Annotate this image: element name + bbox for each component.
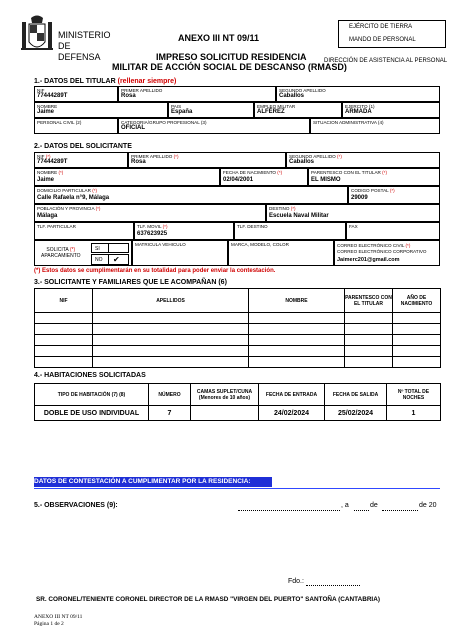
- required-mark: (*): [69, 247, 76, 253]
- directorate-name: DIRECCIÓN DE ASISTENCIA AL PERSONAL: [324, 58, 448, 64]
- command-line: EJÉRCITO DE TIERRA: [349, 24, 413, 30]
- field-value: 77444289T: [37, 93, 68, 99]
- nights-cell[interactable]: 1: [387, 406, 441, 421]
- field-value: España: [171, 109, 193, 115]
- field-label-text: PRIMER APELLIDO: [131, 154, 173, 159]
- family-table: [34, 288, 441, 368]
- section-solicitante-heading: 2.- DATOS DEL SOLICITANTE: [34, 143, 132, 150]
- field-label-text: PARENTESCO CON EL TITULAR: [311, 170, 381, 175]
- field-label: NOMBRE: [37, 104, 58, 109]
- solicitante-poblacion[interactable]: [34, 204, 266, 222]
- solicitante-fecha-nac[interactable]: [220, 168, 308, 186]
- command-box: [338, 20, 446, 48]
- section-heading-note: (rellenar siempre): [117, 78, 177, 85]
- titular-apellido1: [118, 86, 276, 102]
- titular-categoria: [118, 118, 310, 134]
- field-label-text: SITUACION ADMINISTRATIVA: [313, 120, 377, 125]
- email-field[interactable]: [334, 240, 440, 266]
- column-header: PARENTESCO CON EL TITULAR: [345, 289, 393, 313]
- table-cell[interactable]: [35, 324, 93, 335]
- room-type-cell[interactable]: DOBLE DE USO INDIVIDUAL: [35, 406, 149, 421]
- table-row[interactable]: [35, 346, 441, 357]
- field-value: ALFÉREZ: [257, 109, 285, 115]
- date-month-field[interactable]: [382, 510, 418, 512]
- table-cell[interactable]: [393, 313, 441, 324]
- field-value: Rosa: [131, 159, 146, 165]
- rooms-table: [34, 383, 441, 421]
- table-cell[interactable]: [345, 324, 393, 335]
- required-mark: (*): [58, 170, 64, 175]
- required-mark: (*): [382, 170, 387, 175]
- table-cell[interactable]: [93, 346, 249, 357]
- solicitante-tlf-movil[interactable]: [134, 222, 234, 240]
- page-footer: [34, 614, 82, 628]
- column-header: FECHA DE ENTRADA: [259, 384, 325, 406]
- form-title-line2: MILITAR DE ACCIÓN SOCIAL DE DESCANSO (RMASD): [112, 62, 347, 72]
- field-value: Málaga: [37, 213, 58, 219]
- table-cell[interactable]: [93, 357, 249, 368]
- field-label: SEGUNDO APELLIDO: [279, 88, 326, 93]
- table-cell[interactable]: [345, 357, 393, 368]
- required-mark: (*): [92, 188, 98, 193]
- solicitante-parentesco[interactable]: [308, 168, 440, 186]
- required-mark: (*): [95, 206, 101, 211]
- required-mark: (*): [162, 224, 168, 229]
- required-mark: (*): [277, 170, 283, 175]
- parking-no-option[interactable]: [91, 254, 129, 265]
- table-cell[interactable]: [345, 346, 393, 357]
- table-cell[interactable]: [393, 346, 441, 357]
- email-value: Jaimerc201@gmail.com: [337, 257, 400, 263]
- titular-apellido2: [276, 86, 440, 102]
- field-label: MATRICULA VEHICULO: [135, 242, 186, 247]
- solicitante-tlf-destino[interactable]: [234, 222, 346, 240]
- field-label: [37, 170, 63, 175]
- field-value: Jaime: [37, 109, 55, 115]
- required-mark: (*): [405, 243, 411, 248]
- required-mark: (*): [389, 188, 395, 193]
- field-label-text: DOMICILIO PARTICULAR: [37, 188, 91, 193]
- field-value: Escuela Naval Militar: [269, 213, 329, 219]
- required-mark: (*): [290, 206, 296, 211]
- field-label: NIF: [37, 88, 45, 93]
- extra-beds-cell[interactable]: [191, 406, 259, 421]
- solicitante-nombre[interactable]: [34, 168, 220, 186]
- required-mark: (*): [173, 154, 179, 159]
- titular-personal-civil: [34, 118, 118, 134]
- field-value: 77444289T: [37, 159, 68, 165]
- table-cell[interactable]: [93, 324, 249, 335]
- email-label-2: CORREO ELECTRÓNICO CORPORATIVO: [337, 249, 427, 254]
- titular-ejercito: [342, 102, 440, 118]
- table-cell[interactable]: [93, 313, 249, 324]
- check-icon: ✔: [113, 255, 120, 264]
- section-familiares-heading: 3.- SOLICITANTE Y FAMILIARES QUE LE ACOMPAÑAN (6): [34, 279, 227, 286]
- table-cell[interactable]: [249, 346, 345, 357]
- column-header: AÑO DE NACIMIENTO: [393, 289, 441, 313]
- field-value: Caballos: [279, 93, 305, 99]
- table-cell[interactable]: [345, 313, 393, 324]
- table-cell[interactable]: [35, 346, 93, 357]
- field-label-text: SEGUNDO APELLIDO: [289, 154, 336, 159]
- coat-of-arms-logo: [20, 14, 54, 56]
- field-label: [37, 120, 81, 125]
- solicitante-tlf-particular[interactable]: [34, 222, 134, 240]
- no-checkbox[interactable]: [108, 255, 109, 265]
- footer-page: Página 1 de 2: [34, 621, 64, 627]
- ministry-name: [58, 30, 111, 63]
- date-day-field[interactable]: [354, 510, 369, 512]
- table-cell[interactable]: [35, 357, 93, 368]
- response-rule: [34, 488, 440, 489]
- parking-label-line1: SOLICITA: [46, 247, 69, 253]
- field-label: MARCA, MODELO, COLOR: [231, 242, 289, 247]
- field-label-ref: (2): [75, 120, 82, 125]
- email-label-text: CORREO ELECTRÓNICO CIVIL: [337, 243, 405, 248]
- field-value: Caballos: [289, 159, 315, 165]
- column-header: APELLIDOS: [93, 289, 249, 313]
- field-label: [311, 170, 387, 175]
- section-heading-text: 1.- DATOS DEL TITULAR: [34, 78, 116, 85]
- table-row[interactable]: [35, 335, 441, 346]
- email-label-1: [337, 243, 410, 248]
- field-label: [351, 188, 395, 193]
- field-label-text: EJERCITO: [345, 104, 368, 109]
- table-cell[interactable]: [249, 335, 345, 346]
- field-label: [223, 170, 282, 175]
- titular-nif: [34, 86, 118, 102]
- column-header: NOMBRE: [249, 289, 345, 313]
- table-row[interactable]: [35, 324, 441, 335]
- date-a-text: , a: [341, 502, 349, 509]
- required-mark: (*): [337, 154, 342, 159]
- field-label-text: CODIGO POSTAL: [351, 188, 389, 193]
- date-place-field[interactable]: [238, 510, 340, 512]
- titular-situacion: [310, 118, 440, 134]
- si-label: SI: [95, 246, 100, 252]
- field-label: TLF. DESTINO: [237, 224, 268, 229]
- solicitante-cp[interactable]: [348, 186, 440, 204]
- field-label-text: CATEGORIA/GRUPO PROFESIONAL: [121, 120, 200, 125]
- field-label: [269, 206, 296, 211]
- field-label: EMPLEO MILITAR: [257, 104, 296, 109]
- table-cell[interactable]: [93, 335, 249, 346]
- table-row[interactable]: [35, 313, 441, 324]
- field-value: Calle Rafaela n°9, Málaga: [37, 195, 110, 201]
- date-de-text: de: [370, 502, 378, 509]
- field-label: [37, 206, 100, 211]
- parking-label: [41, 247, 81, 259]
- table-cell[interactable]: [35, 335, 93, 346]
- required-note: (*) Estos datos se cumplimentarán en su totalidad para poder enviar la contestación.: [34, 268, 276, 274]
- required-mark: (*): [45, 154, 51, 159]
- vehicle-plate-field[interactable]: [132, 240, 228, 266]
- field-label-text: POBLACIÓN Y PROVINCIA: [37, 206, 95, 211]
- field-label: [137, 224, 167, 229]
- solicitante-apellido2: [286, 152, 440, 168]
- no-label: NO: [95, 257, 103, 263]
- parking-label-line2: APARCAMIENTO: [41, 253, 81, 259]
- command-line: MANDO DE PERSONAL: [349, 37, 416, 43]
- field-label-ref: (3): [200, 120, 207, 125]
- field-label: FAX: [349, 224, 358, 229]
- field-value: Jaime: [37, 177, 55, 183]
- titular-nombre: [34, 102, 168, 118]
- table-row[interactable]: [35, 406, 441, 421]
- field-value: ARMADA: [345, 109, 372, 115]
- footer-annex: ANEXO III NT 09/11: [34, 614, 83, 620]
- table-cell[interactable]: [393, 335, 441, 346]
- table-row[interactable]: [35, 357, 441, 368]
- column-header: FECHA DE SALIDA: [325, 384, 387, 406]
- field-label-ref: (4): [377, 120, 384, 125]
- check-out-cell[interactable]: 25/02/2024: [325, 406, 387, 421]
- si-checkbox[interactable]: [108, 244, 109, 253]
- field-value: OFICIAL: [121, 125, 145, 131]
- column-header: NÚMERO: [149, 384, 191, 406]
- field-label-text: NIF: [37, 154, 45, 159]
- form-title-line1: IMPRESO SOLICITUD RESIDENCIA: [156, 52, 307, 62]
- vehicle-model-field[interactable]: [228, 240, 334, 266]
- table-cell[interactable]: [393, 357, 441, 368]
- table-cell[interactable]: [35, 313, 93, 324]
- field-value: 02/04/2001: [223, 177, 254, 183]
- solicitante-nif: [34, 152, 128, 168]
- response-data-banner: DATOS DE CONTESTACIÓN A CUMPLIMENTAR POR LA RESIDENCIA:: [34, 477, 272, 487]
- check-in-cell[interactable]: 24/02/2024: [259, 406, 325, 421]
- table-header-row: [35, 384, 441, 406]
- column-header: Nº TOTAL DE NOCHES: [387, 384, 441, 406]
- field-label-text: PERSONAL CIVIL: [37, 120, 75, 125]
- table-cell[interactable]: [249, 313, 345, 324]
- field-label: PAIS: [171, 104, 182, 109]
- date-place-line: [238, 502, 440, 512]
- titular-pais: [168, 102, 254, 118]
- section-titular-heading: [34, 78, 176, 85]
- field-label-ref: (1): [368, 104, 375, 109]
- column-header: NIF: [35, 289, 93, 313]
- solicitante-fax[interactable]: [346, 222, 440, 240]
- ministry-line: DE: [58, 41, 71, 51]
- field-value: 637623925: [137, 231, 168, 237]
- parking-si-option[interactable]: [91, 243, 129, 253]
- solicitante-destino[interactable]: [266, 204, 440, 222]
- field-label-text: DESTINO: [269, 206, 290, 211]
- field-label: TLF. PARTICULAR: [37, 224, 76, 229]
- section-observaciones-heading: 5.- OBSERVACIONES (9):: [34, 502, 118, 509]
- field-label-text: TLF. MOVIL: [137, 224, 162, 229]
- table-header-row: [35, 289, 441, 313]
- field-value: EL MISMO: [311, 177, 341, 183]
- solicitante-domicilio[interactable]: [34, 186, 348, 204]
- field-label-text: FECHA DE NACIMIENTO: [223, 170, 277, 175]
- column-header: CAMAS SUPLET/CUNA (Menores de 10 años): [191, 384, 259, 406]
- field-label: PRIMER APELLIDO: [121, 88, 163, 93]
- section-habitaciones-heading: 4.- HABITACIONES SOLICITADAS: [34, 372, 146, 379]
- date-year-text: de 20: [419, 502, 437, 509]
- table-cell[interactable]: [345, 335, 393, 346]
- field-value: Rosa: [121, 93, 136, 99]
- ministry-line: DEFENSA: [58, 52, 101, 62]
- addressee-line: SR. CORONEL/TENIENTE CORONEL DIRECTOR DE LA RMASD "VIRGEN DEL PUERTO" SANTOÑA (CANTABRIA): [36, 596, 380, 603]
- titular-empleo: [254, 102, 342, 118]
- annex-title: ANEXO III NT 09/11: [178, 33, 260, 43]
- column-header: TIPO DE HABITACIÓN (7) (8): [35, 384, 149, 406]
- field-value: 29009: [351, 195, 368, 201]
- table-cell[interactable]: [249, 324, 345, 335]
- room-number-cell[interactable]: 7: [149, 406, 191, 421]
- field-label-text: NOMBRE: [37, 170, 58, 175]
- ministry-line: MINISTERIO: [58, 30, 111, 40]
- signature-field[interactable]: [306, 585, 360, 587]
- signature-label: Fdo.:: [288, 578, 304, 585]
- table-cell[interactable]: [393, 324, 441, 335]
- solicitante-apellido1: [128, 152, 286, 168]
- table-cell[interactable]: [249, 357, 345, 368]
- field-label: [313, 120, 384, 125]
- field-label: [37, 188, 97, 193]
- parking-block: [34, 240, 132, 266]
